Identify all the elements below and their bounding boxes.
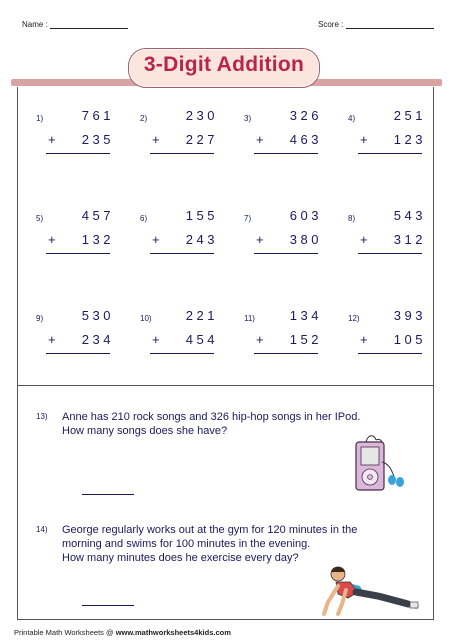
addend-bottom: 235	[81, 132, 114, 147]
problem-number: 10)	[140, 314, 152, 323]
word-problem-number: 13)	[36, 412, 48, 421]
answer-blank[interactable]	[82, 605, 134, 606]
word-problem-line: How many songs does she have?	[62, 425, 228, 437]
problem-number: 12)	[348, 314, 360, 323]
word-problem-number: 14)	[36, 525, 48, 534]
page-title: 3-Digit Addition	[143, 53, 305, 76]
addend-bottom: 463	[289, 132, 322, 147]
addition-problem	[140, 208, 230, 268]
problem-number: 9)	[36, 314, 44, 323]
answer-line	[358, 253, 422, 254]
name-label: Name :	[22, 20, 48, 29]
problem-number: 3)	[244, 114, 252, 123]
addend-top: 221	[185, 308, 218, 323]
answer-line	[358, 353, 422, 354]
word-problem-line: How many minutes does he exercise every day?	[62, 552, 299, 564]
addend-bottom: 380	[289, 232, 322, 247]
plus-sign: +	[360, 232, 368, 247]
footer	[14, 628, 231, 637]
addition-problem	[140, 308, 230, 368]
addition-problem	[36, 308, 126, 368]
addend-top: 603	[289, 208, 322, 223]
addend-bottom: 152	[289, 332, 322, 347]
answer-blank[interactable]	[82, 494, 134, 495]
ipod-icon	[346, 432, 412, 494]
addition-problem	[348, 208, 438, 268]
problem-number: 4)	[348, 114, 356, 123]
addend-top: 393	[393, 308, 426, 323]
addition-problem	[348, 308, 438, 368]
plus-sign: +	[152, 232, 160, 247]
score-field	[318, 19, 434, 29]
problem-number: 2)	[140, 114, 148, 123]
addend-bottom: 234	[81, 332, 114, 347]
addition-problem	[244, 308, 334, 368]
plus-sign: +	[48, 232, 56, 247]
word-problem-line: George regularly works out at the gym for 120 minutes in the	[62, 524, 358, 536]
answer-line	[150, 353, 214, 354]
addend-bottom: 243	[185, 232, 218, 247]
addition-problem	[36, 108, 126, 168]
problem-number: 6)	[140, 214, 148, 223]
addend-bottom: 227	[185, 132, 218, 147]
addition-problem	[348, 108, 438, 168]
answer-line	[46, 253, 110, 254]
answer-line	[150, 153, 214, 154]
section-divider	[17, 385, 434, 386]
addend-bottom: 454	[185, 332, 218, 347]
plus-sign: +	[256, 332, 264, 347]
word-problem-line: morning and swims for 100 minutes in the evening.	[62, 538, 311, 550]
score-blank[interactable]	[346, 19, 434, 29]
problem-number: 8)	[348, 214, 356, 223]
addend-top: 457	[81, 208, 114, 223]
name-field	[22, 19, 128, 29]
addition-problem	[140, 108, 230, 168]
problem-number: 5)	[36, 214, 44, 223]
plus-sign: +	[48, 332, 56, 347]
name-blank[interactable]	[50, 19, 128, 29]
addition-problem	[36, 208, 126, 268]
plus-sign: +	[48, 132, 56, 147]
word-problem-13	[62, 410, 360, 438]
answer-line	[254, 153, 318, 154]
addend-top: 530	[81, 308, 114, 323]
score-label: Score :	[318, 20, 344, 29]
footer-link[interactable]: www.mathworksheets4kids.com	[115, 628, 231, 637]
answer-line	[150, 253, 214, 254]
addend-top: 155	[185, 208, 218, 223]
plus-sign: +	[152, 132, 160, 147]
plus-sign: +	[360, 132, 368, 147]
answer-line	[254, 253, 318, 254]
addend-top: 251	[393, 108, 426, 123]
addition-problem	[244, 208, 334, 268]
plus-sign: +	[256, 132, 264, 147]
problem-number: 1)	[36, 114, 44, 123]
word-problem-14	[62, 523, 357, 565]
plus-sign: +	[152, 332, 160, 347]
addend-top: 230	[185, 108, 218, 123]
answer-line	[254, 353, 318, 354]
plus-sign: +	[256, 232, 264, 247]
answer-line	[358, 153, 422, 154]
addend-bottom: 312	[393, 232, 426, 247]
addend-bottom: 105	[393, 332, 426, 347]
addend-top: 761	[81, 108, 114, 123]
problem-number: 11)	[244, 314, 255, 323]
addend-top: 134	[289, 308, 322, 323]
addend-top: 326	[289, 108, 322, 123]
problem-number: 7)	[244, 214, 252, 223]
answer-line	[46, 153, 110, 154]
pushup-man-icon	[318, 562, 422, 620]
addend-bottom: 123	[393, 132, 426, 147]
footer-text: Printable Math Worksheets @	[14, 628, 116, 637]
addend-top: 543	[393, 208, 426, 223]
word-problem-line: Anne has 210 rock songs and 326 hip-hop songs in her IPod.	[62, 411, 361, 423]
plus-sign: +	[360, 332, 368, 347]
addend-bottom: 132	[81, 232, 114, 247]
answer-line	[46, 353, 110, 354]
addition-problem	[244, 108, 334, 168]
